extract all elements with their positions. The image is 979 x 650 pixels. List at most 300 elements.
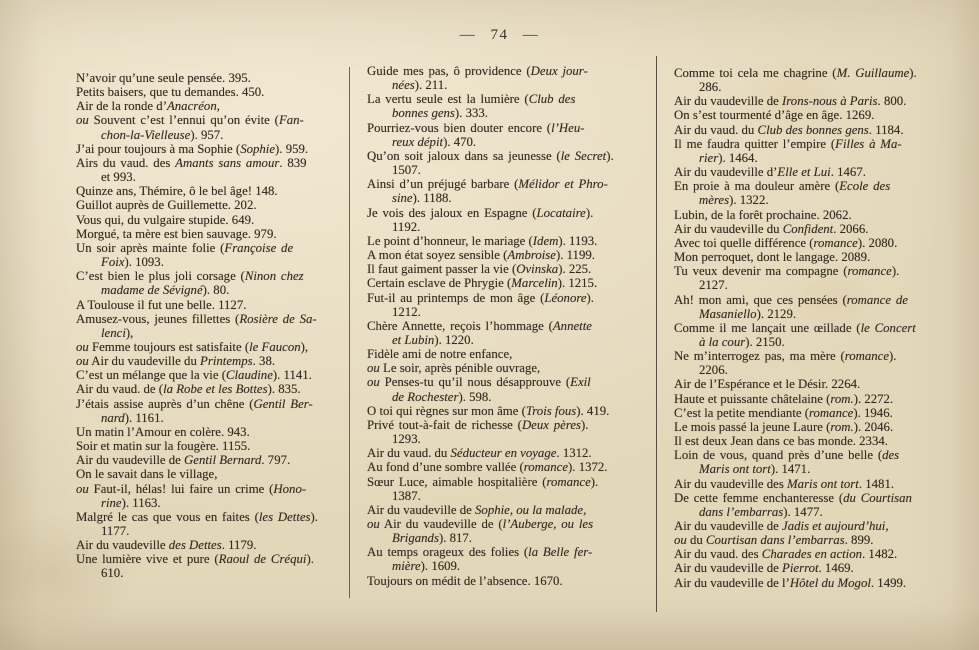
index-entry-line [367, 206, 651, 220]
index-entry-line [674, 278, 938, 292]
index-entry-line [367, 404, 651, 418]
index-entry-line [76, 170, 348, 184]
work-title-italic: Françoise de [224, 240, 294, 255]
work-title-italic: Sophie, ou la malade [475, 502, 584, 517]
work-title-italic: romance [844, 349, 890, 364]
entry-text: ). 470. [443, 134, 477, 149]
entry-text: . 899. [844, 533, 874, 548]
entry-text: ). 225. [558, 262, 592, 277]
work-title-italic: dans l’embarras [699, 504, 784, 519]
entry-text: . 1312. [556, 446, 592, 461]
entry-text: ). 835. [267, 382, 301, 397]
index-entry-line [674, 123, 938, 137]
index-entry-line [367, 375, 651, 389]
work-title-italic: Marcelin [511, 276, 558, 291]
index-entry-line [674, 222, 938, 236]
entry-text: A mon état soyez sensible ( [367, 248, 508, 263]
entry-text: O toi qui règnes sur mon âme ( [367, 403, 526, 418]
entry-text: Lubin, de la forêt prochaine. 2062. [674, 207, 852, 222]
entry-text: Ne m’interrogez pas, ma mère ( [674, 349, 845, 364]
index-entry-line [674, 434, 938, 448]
index-entry-line [674, 363, 938, 377]
entry-text: . 1469. [818, 561, 854, 576]
work-title-italic: Deux jour- [530, 64, 588, 78]
entry-text: ). 211. [414, 78, 448, 93]
index-entry-line [674, 307, 938, 321]
entry-text: ). 80. [202, 283, 230, 298]
work-title-italic: nées [392, 78, 415, 93]
work-title-italic: rier [699, 150, 719, 165]
entry-text: Tu veux devenir ma compagne ( [674, 264, 848, 279]
entry-text: , [216, 99, 220, 114]
entry-text: ). 1946. [853, 405, 893, 420]
entry-text: La vertu seule est la lumière ( [367, 92, 529, 107]
entry-text: Chère Annette, reçois l’hommage ( [367, 318, 553, 333]
index-entry-line [76, 453, 348, 467]
entry-text: Femme toujours est satisfaite ( [88, 339, 250, 354]
entry-text: Air du vaudeville de [674, 519, 783, 533]
entry-text: Air de l’Espérance et le Désir. 2264. [674, 377, 861, 392]
work-title-italic: la Robe et les Bottes [163, 382, 268, 397]
entry-text: Air du vaud. des [674, 547, 762, 562]
entry-text: 1177. [101, 524, 130, 538]
work-title-italic: ou [76, 339, 89, 354]
entry-text: Fut-il au printemps de mon âge ( [367, 290, 545, 305]
index-entry-line [367, 121, 651, 135]
entry-text: ). [306, 552, 314, 567]
entry-text: 286. [699, 80, 722, 95]
index-entry-line [674, 491, 938, 505]
index-entry-line [367, 276, 651, 290]
index-entry-line [76, 425, 348, 439]
entry-text: . 38. [252, 354, 276, 369]
entry-text: ). 1215. [557, 276, 598, 291]
entry-text: ). 1199. [555, 248, 595, 263]
entry-text: ). 817. [438, 531, 472, 546]
work-title-italic: Anacréon [166, 99, 217, 114]
entry-text: ). [585, 205, 594, 220]
entry-text: Le mois passé la jeune Laure ( [674, 419, 831, 434]
index-entry-line [76, 113, 348, 127]
entry-text: Air du vaudeville [76, 538, 169, 553]
entry-text: et 993. [101, 170, 136, 185]
entry-text: ). 1220. [434, 332, 474, 347]
work-title-italic: Trois fous [525, 403, 577, 418]
work-title-italic: Raoul de Créqui [218, 552, 307, 567]
index-entry-line [367, 517, 651, 531]
entry-text: Loin de vous, quand près d’une belle ( [674, 448, 883, 463]
entry-text: On le savait dans le village, [76, 467, 218, 482]
index-entry-line [76, 156, 348, 170]
entry-text: Air du vaud. de ( [76, 382, 164, 397]
entry-text: Une lumière vive et pure ( [76, 552, 219, 567]
index-entry-line [367, 291, 651, 305]
index-entry-line [367, 333, 651, 347]
entry-text: ). [909, 66, 917, 80]
work-title-italic: Gentil Ber- [253, 396, 313, 411]
work-title-italic: Ecole des [839, 179, 891, 194]
index-entry-line [367, 177, 651, 191]
index-entry-line [76, 496, 348, 510]
page-number: — 74 — [459, 27, 540, 43]
index-entry-line [76, 283, 348, 297]
work-title-italic: le Faucon [249, 339, 301, 354]
index-entry-line [367, 390, 651, 404]
entry-text: ). [310, 509, 319, 524]
entry-text: Soir et matin sur la fougère. 1155. [76, 439, 251, 454]
index-column-right [674, 66, 938, 590]
entry-text: Toujours on médit de l’absence. 1670. [367, 573, 563, 588]
work-title-italic: rom. [830, 419, 854, 434]
work-title-italic: romance [523, 460, 569, 475]
entry-text: Air du vaudeville de [367, 502, 476, 517]
index-entry-line [674, 406, 938, 420]
entry-text: Privé tout-à-fait de richesse ( [367, 417, 522, 432]
entry-text: ). 2272. [853, 391, 894, 406]
work-title-italic: de Rochester [392, 389, 459, 404]
entry-text: Faut-il, hélas! lui faire un crime ( [88, 481, 274, 496]
index-entry-line [674, 108, 938, 122]
entry-text: Pourriez-vous bien douter encore ( [367, 120, 552, 135]
work-title-italic: mière [392, 559, 421, 574]
work-title-italic: madame de Sévigné [101, 283, 203, 298]
work-title-italic: l’Auberge, ou les [502, 517, 594, 531]
work-title-italic: Pierrot [782, 561, 819, 576]
index-entry-line [76, 312, 348, 326]
entry-text: ). 2080. [857, 235, 898, 250]
work-title-italic: ou [76, 354, 89, 369]
work-title-italic: Rosière de Sa- [239, 311, 317, 326]
work-title-italic: le Concert [860, 320, 916, 335]
index-entry-line [76, 510, 348, 524]
index-entry-line [674, 420, 938, 434]
work-title-italic: rom. [830, 391, 854, 406]
index-entry-line [76, 128, 348, 142]
work-title-italic: Deux pères [521, 417, 581, 432]
index-entry-line [367, 432, 651, 446]
index-entry-line [76, 99, 348, 113]
entry-text: Air du vaudeville de ( [379, 517, 503, 531]
entry-text: Air du vaudeville de [674, 94, 783, 109]
entry-text: Avec toi quelle différence ( [674, 235, 814, 250]
index-entry-line [674, 151, 938, 165]
work-title-italic: Amants sans amour [175, 155, 280, 170]
index-entry-line [674, 165, 938, 179]
entry-text: Air du vaudeville d’ [674, 165, 778, 180]
work-title-italic: romance [847, 264, 892, 279]
index-entry-line [367, 191, 651, 205]
index-entry-line [367, 106, 651, 120]
index-entry-line [367, 220, 651, 234]
work-title-italic: Elle et Lui [777, 165, 831, 180]
index-entry-line [367, 503, 651, 517]
entry-text: ). 2129. [756, 306, 797, 321]
index-entry-line [367, 347, 651, 361]
work-title-italic: Ninon chez [244, 269, 304, 284]
index-entry-line [674, 462, 938, 476]
entry-text: Fidèle ami de notre enfance, [367, 347, 513, 362]
entry-text: . 1499. [870, 575, 907, 590]
work-title-italic: et Lubin [392, 332, 435, 347]
entry-text: 1507. [392, 163, 421, 178]
entry-text: ). 1141. [272, 368, 312, 383]
entry-text: . 797. [261, 453, 291, 468]
entry-text: Il me faudra quitter l’empire ( [674, 136, 836, 151]
entry-text: du [686, 533, 706, 548]
entry-text: . 1482. [862, 547, 898, 562]
entry-text: ). 1372. [568, 460, 608, 475]
index-entry-line [76, 71, 348, 85]
entry-text: Air du vaudeville du [674, 221, 783, 236]
column-divider-left [349, 67, 350, 598]
index-entry-line [367, 78, 651, 92]
work-title-italic: Irons-nous à Paris [782, 94, 878, 109]
work-title-italic: bonnes gens [392, 106, 455, 121]
entry-text: Airs du vaud. des [76, 155, 176, 170]
work-title-italic: Printemps [200, 354, 253, 369]
index-entry-line [76, 354, 348, 368]
index-entry-line [674, 477, 938, 491]
index-entry-line [367, 163, 651, 177]
index-entry-line [367, 262, 651, 276]
entry-text: 1387. [392, 488, 421, 503]
index-entry-line [367, 64, 651, 78]
index-entry-line [674, 193, 938, 207]
index-entry-line [674, 236, 938, 250]
index-entry-line [674, 179, 938, 193]
index-entry-line [367, 460, 651, 474]
work-title-italic: Foix [101, 255, 125, 270]
work-title-italic: Léonore [544, 290, 587, 305]
entry-text: Air de la ronde d’ [76, 99, 167, 114]
work-title-italic: ou [367, 517, 380, 531]
entry-text: Comme il me lançait une œillade ( [674, 320, 861, 335]
entry-text: . 839 [279, 155, 307, 170]
entry-text: J’étais assise auprès d’un chêne ( [76, 396, 254, 411]
entry-text: ). 419. [576, 403, 610, 418]
entry-text: ). 1163. [121, 495, 161, 510]
work-title-italic: lenci [101, 325, 126, 340]
entry-text: Amusez-vous, jeunes fillettes ( [76, 311, 240, 326]
index-entry-line [674, 321, 938, 335]
work-title-italic: du Courtisan [843, 490, 912, 505]
entry-text: ). [891, 264, 900, 279]
index-column-middle [367, 64, 651, 588]
work-title-italic: sine [392, 191, 413, 206]
entry-text: A Toulouse il fut une belle. 1127. [76, 297, 247, 312]
index-entry-line [674, 392, 938, 406]
work-title-italic: Fan- [278, 113, 304, 128]
entry-text: C’est la petite mendiante ( [674, 405, 810, 420]
index-entry-line [674, 250, 938, 264]
entry-text: 1293. [392, 432, 421, 447]
entry-text: Souvent c’est l’ennui qu’on évite ( [88, 113, 279, 128]
index-entry-line [674, 94, 938, 108]
entry-text: Penses-tu qu’il nous désapprouve ( [379, 375, 571, 390]
entry-text: Air du vaudeville du [88, 354, 201, 369]
work-title-italic: les Dettes [258, 509, 311, 524]
entry-text: Petits baisers, que tu demandes. 450. [76, 85, 265, 100]
work-title-italic: l’Heu- [551, 120, 585, 135]
index-entry-line [367, 489, 651, 503]
entry-text: Haute et puissante châtelaine ( [674, 391, 831, 406]
work-title-italic: reux dépit [392, 134, 444, 149]
index-entry-line [367, 446, 651, 460]
index-entry-line [76, 255, 348, 269]
work-title-italic: Sophie [240, 141, 276, 156]
entry-text: ). 1464. [718, 150, 758, 165]
work-title-italic: Séducteur en voyage [450, 446, 557, 461]
entry-text: . 1184. [868, 122, 904, 137]
index-entry-line [76, 411, 348, 425]
entry-text: 1192. [392, 219, 421, 234]
index-entry-line [674, 377, 938, 391]
work-title-italic: à la cour [699, 334, 746, 349]
work-title-italic: des [882, 448, 900, 463]
work-title-italic: Ovinska [516, 262, 559, 277]
entry-text: ). 959. [275, 141, 309, 156]
index-entry-line [367, 305, 651, 319]
index-entry-line [367, 361, 651, 375]
index-entry-line [76, 482, 348, 496]
work-title-italic: nard [101, 410, 125, 425]
entry-text: Comme toi cela me chagrine ( [674, 66, 837, 80]
work-title-italic: Ambroise [507, 248, 556, 263]
entry-text: Quinze ans, Thémire, ô le bel âge! 148. [76, 184, 278, 199]
entry-text: En proie à ma douleur amère ( [674, 179, 840, 194]
index-entry-line [367, 149, 651, 163]
work-title-italic: ou [367, 361, 380, 376]
index-entry-line [76, 368, 348, 382]
entry-text: . 1179. [221, 538, 257, 553]
entry-text: Guillot auprès de Guillemette. 202. [76, 198, 257, 213]
entry-text: , [583, 502, 587, 517]
entry-text: Au fond d’une sombre vallée ( [367, 460, 524, 475]
entry-text: 2127. [699, 278, 728, 293]
entry-text: ). 1471. [770, 462, 811, 477]
entry-text: . 1481. [858, 476, 895, 491]
work-title-italic: Club des bonnes gens [757, 122, 869, 137]
work-title-italic: romance de [846, 292, 908, 307]
index-entry-line [367, 248, 651, 262]
work-title-italic: Annette [552, 318, 592, 333]
work-title-italic: le Secret [560, 148, 607, 163]
entry-text: Un matin l’Amour en colère. 943. [76, 424, 250, 439]
entry-text: Qu’on soit jaloux dans sa jeunesse ( [367, 148, 561, 163]
work-title-italic: la Belle fer- [528, 545, 593, 560]
entry-text: Certain esclave de Phrygie ( [367, 276, 512, 291]
entry-text: Malgré le cas que vous en faites ( [76, 509, 259, 524]
work-title-italic: Confident [782, 221, 834, 236]
column-divider-right [656, 56, 657, 612]
index-entry-line [367, 135, 651, 149]
entry-text: Vous qui, du vulgaire stupide. 649. [76, 212, 255, 227]
index-entry-line [76, 566, 348, 580]
index-entry-line [76, 227, 348, 241]
work-title-italic: Locataire [536, 205, 586, 220]
entry-text: Le soir, après pénible ouvrage, [379, 361, 541, 376]
index-entry-line [76, 184, 348, 198]
entry-text: ). 598. [458, 389, 492, 404]
index-entry-line [76, 467, 348, 481]
entry-text: ). [606, 148, 614, 163]
entry-text: On s’est tourmenté d’âge en âge. 1269. [674, 108, 875, 123]
entry-text: Air du vaud. du [367, 446, 451, 461]
index-entry-line [76, 439, 348, 453]
work-title-italic: Claudine [225, 368, 273, 383]
index-entry-line [76, 142, 348, 156]
index-entry-line [367, 559, 651, 573]
index-entry-line [367, 574, 651, 588]
index-entry-line [76, 298, 348, 312]
index-entry-line [674, 208, 938, 222]
index-entry-line [674, 66, 938, 80]
index-entry-line [76, 85, 348, 99]
entry-text: ). 1161. [124, 410, 164, 425]
index-entry-line [367, 319, 651, 333]
index-entry-line [367, 234, 651, 248]
index-entry-line [76, 382, 348, 396]
work-title-italic: Jadis et aujourd’hui [782, 519, 886, 533]
index-entry-line [367, 475, 651, 489]
work-title-italic: romance [813, 235, 858, 250]
work-title-italic: chon-la-Vielleuse [101, 127, 191, 142]
index-entry-line [674, 137, 938, 151]
work-title-italic: ou [76, 113, 89, 128]
entry-text: . 800. [877, 94, 907, 109]
work-title-italic: Maris ont tort [699, 462, 771, 477]
entry-text: ). 1609. [420, 559, 461, 574]
entry-text: , [885, 519, 889, 533]
work-title-italic: Maris ont tort [787, 476, 859, 491]
index-entry-line [76, 269, 348, 283]
index-entry-line [674, 505, 938, 519]
work-title-italic: Exil [570, 375, 591, 390]
entry-text: Air du vaudeville de l’ [674, 575, 790, 590]
work-title-italic: Mélidor et Phro- [518, 177, 608, 192]
index-entry-line [76, 198, 348, 212]
entry-text: 610. [101, 566, 124, 581]
work-title-italic: romance [546, 474, 591, 489]
work-title-italic: mères [699, 193, 730, 208]
index-entry-line [367, 92, 651, 106]
work-title-italic: M. Guillaume [836, 66, 910, 80]
work-title-italic: des Dettes [168, 538, 222, 553]
work-title-italic: Idem [532, 233, 559, 248]
index-entry-line [674, 264, 938, 278]
entry-text: Il faut gaiment passer la vie ( [367, 262, 517, 277]
index-entry-line [76, 538, 348, 552]
work-title-italic: rine [101, 495, 122, 510]
entry-text: ), [125, 325, 134, 340]
index-entry-line [76, 552, 348, 566]
work-title-italic: Courtisan dans l’embarras [706, 533, 845, 548]
index-entry-line [674, 293, 938, 307]
entry-text: . 1467. [830, 165, 866, 180]
index-entry-line [674, 335, 938, 349]
entry-text: C’est bien le plus joli corsage ( [76, 269, 245, 284]
index-entry-line [76, 524, 348, 538]
index-entry-line [674, 561, 938, 575]
index-entry-line [674, 80, 938, 94]
index-entry-line [674, 349, 938, 363]
work-title-italic: ou [367, 375, 380, 390]
entry-text: ). 1322. [729, 193, 769, 208]
entry-text: Guide mes pas, ô providence ( [367, 64, 531, 78]
index-column-left [76, 71, 348, 581]
index-entry-line [367, 418, 651, 432]
entry-text: Air du vaudeville des [674, 476, 788, 491]
